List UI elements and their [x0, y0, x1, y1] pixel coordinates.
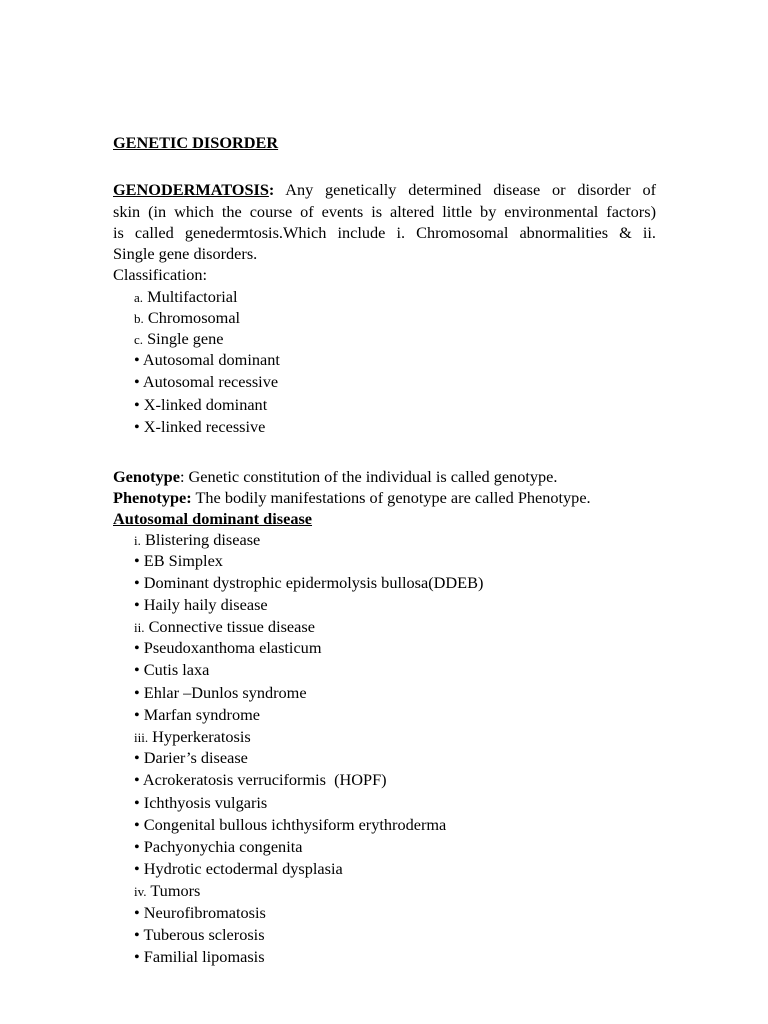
phenotype-term: Phenotype: [113, 488, 192, 507]
disease-item: • Tuberous sclerosis [134, 925, 265, 944]
disease-item: • Ehlar –Dunlos syndrome [134, 683, 307, 702]
classification-item: a. Multifactorial [134, 287, 238, 306]
disease-group-title: ii. Connective tissue disease [134, 617, 315, 636]
disease-item: • Familial lipomasis [134, 947, 265, 966]
disease-group-title: iii. Hyperkeratosis [134, 727, 251, 746]
disease-item: • Acrokeratosis verruciformis (HOPF) [134, 770, 387, 789]
disease-item: • Pseudoxanthoma elasticum [134, 638, 322, 657]
genodermatosis-colon: : [268, 180, 275, 199]
phenotype-definition: Phenotype: The bodily manifestations of genotype are called Phenotype. [113, 488, 591, 507]
genodermatosis-term: GENODERMATOSIS [113, 180, 269, 199]
classification-item: c. Single gene [134, 329, 224, 348]
genodermatosis-line-2: skin (in which the course of events is altered little by environmental factors) [113, 202, 656, 221]
genotype-term: Genotype [113, 467, 180, 486]
page-title: GENETIC DISORDER [113, 133, 279, 152]
classification-heading: Classification: [113, 265, 208, 284]
disease-item: • Haily haily disease [134, 595, 268, 614]
genodermatosis-line-3: is called genedermtosis.Which include i. Chromosomal abnormalities & ii. [113, 223, 656, 242]
disease-item: • Dominant dystrophic epidermolysis bullosa(DDEB) [134, 573, 484, 592]
classification-bullet: • Autosomal recessive [134, 372, 279, 391]
classification-bullet: • X-linked recessive [134, 417, 266, 436]
disease-group-title: iv. Tumors [134, 881, 201, 900]
disease-item: • EB Simplex [134, 551, 223, 570]
genotype-definition: Genotype: Genetic constitution of the individual is called genotype. [113, 467, 558, 486]
disease-item: • Cutis laxa [134, 660, 210, 679]
disease-item: • Marfan syndrome [134, 705, 260, 724]
disease-item: • Neurofibromatosis [134, 903, 266, 922]
genodermatosis-line-1 [113, 180, 656, 200]
genodermatosis-line-4: Single gene disorders. [113, 244, 258, 263]
autosomal-dominant-heading: Autosomal dominant disease [113, 509, 313, 528]
disease-item: • Hydrotic ectodermal dysplasia [134, 859, 343, 878]
genodermatosis-text-1: Any genetically determined disease or disorder of [285, 180, 657, 199]
classification-item: b. Chromosomal [134, 308, 241, 327]
disease-group-title: i. Blistering disease [134, 530, 261, 549]
disease-item: • Congenital bullous ichthysiform erythroderma [134, 815, 447, 834]
classification-bullet: • X-linked dominant [134, 395, 268, 414]
disease-item: • Pachyonychia congenita [134, 837, 303, 856]
disease-item: • Ichthyosis vulgaris [134, 793, 268, 812]
classification-bullet: • Autosomal dominant [134, 350, 280, 369]
disease-item: • Darier’s disease [134, 748, 248, 767]
